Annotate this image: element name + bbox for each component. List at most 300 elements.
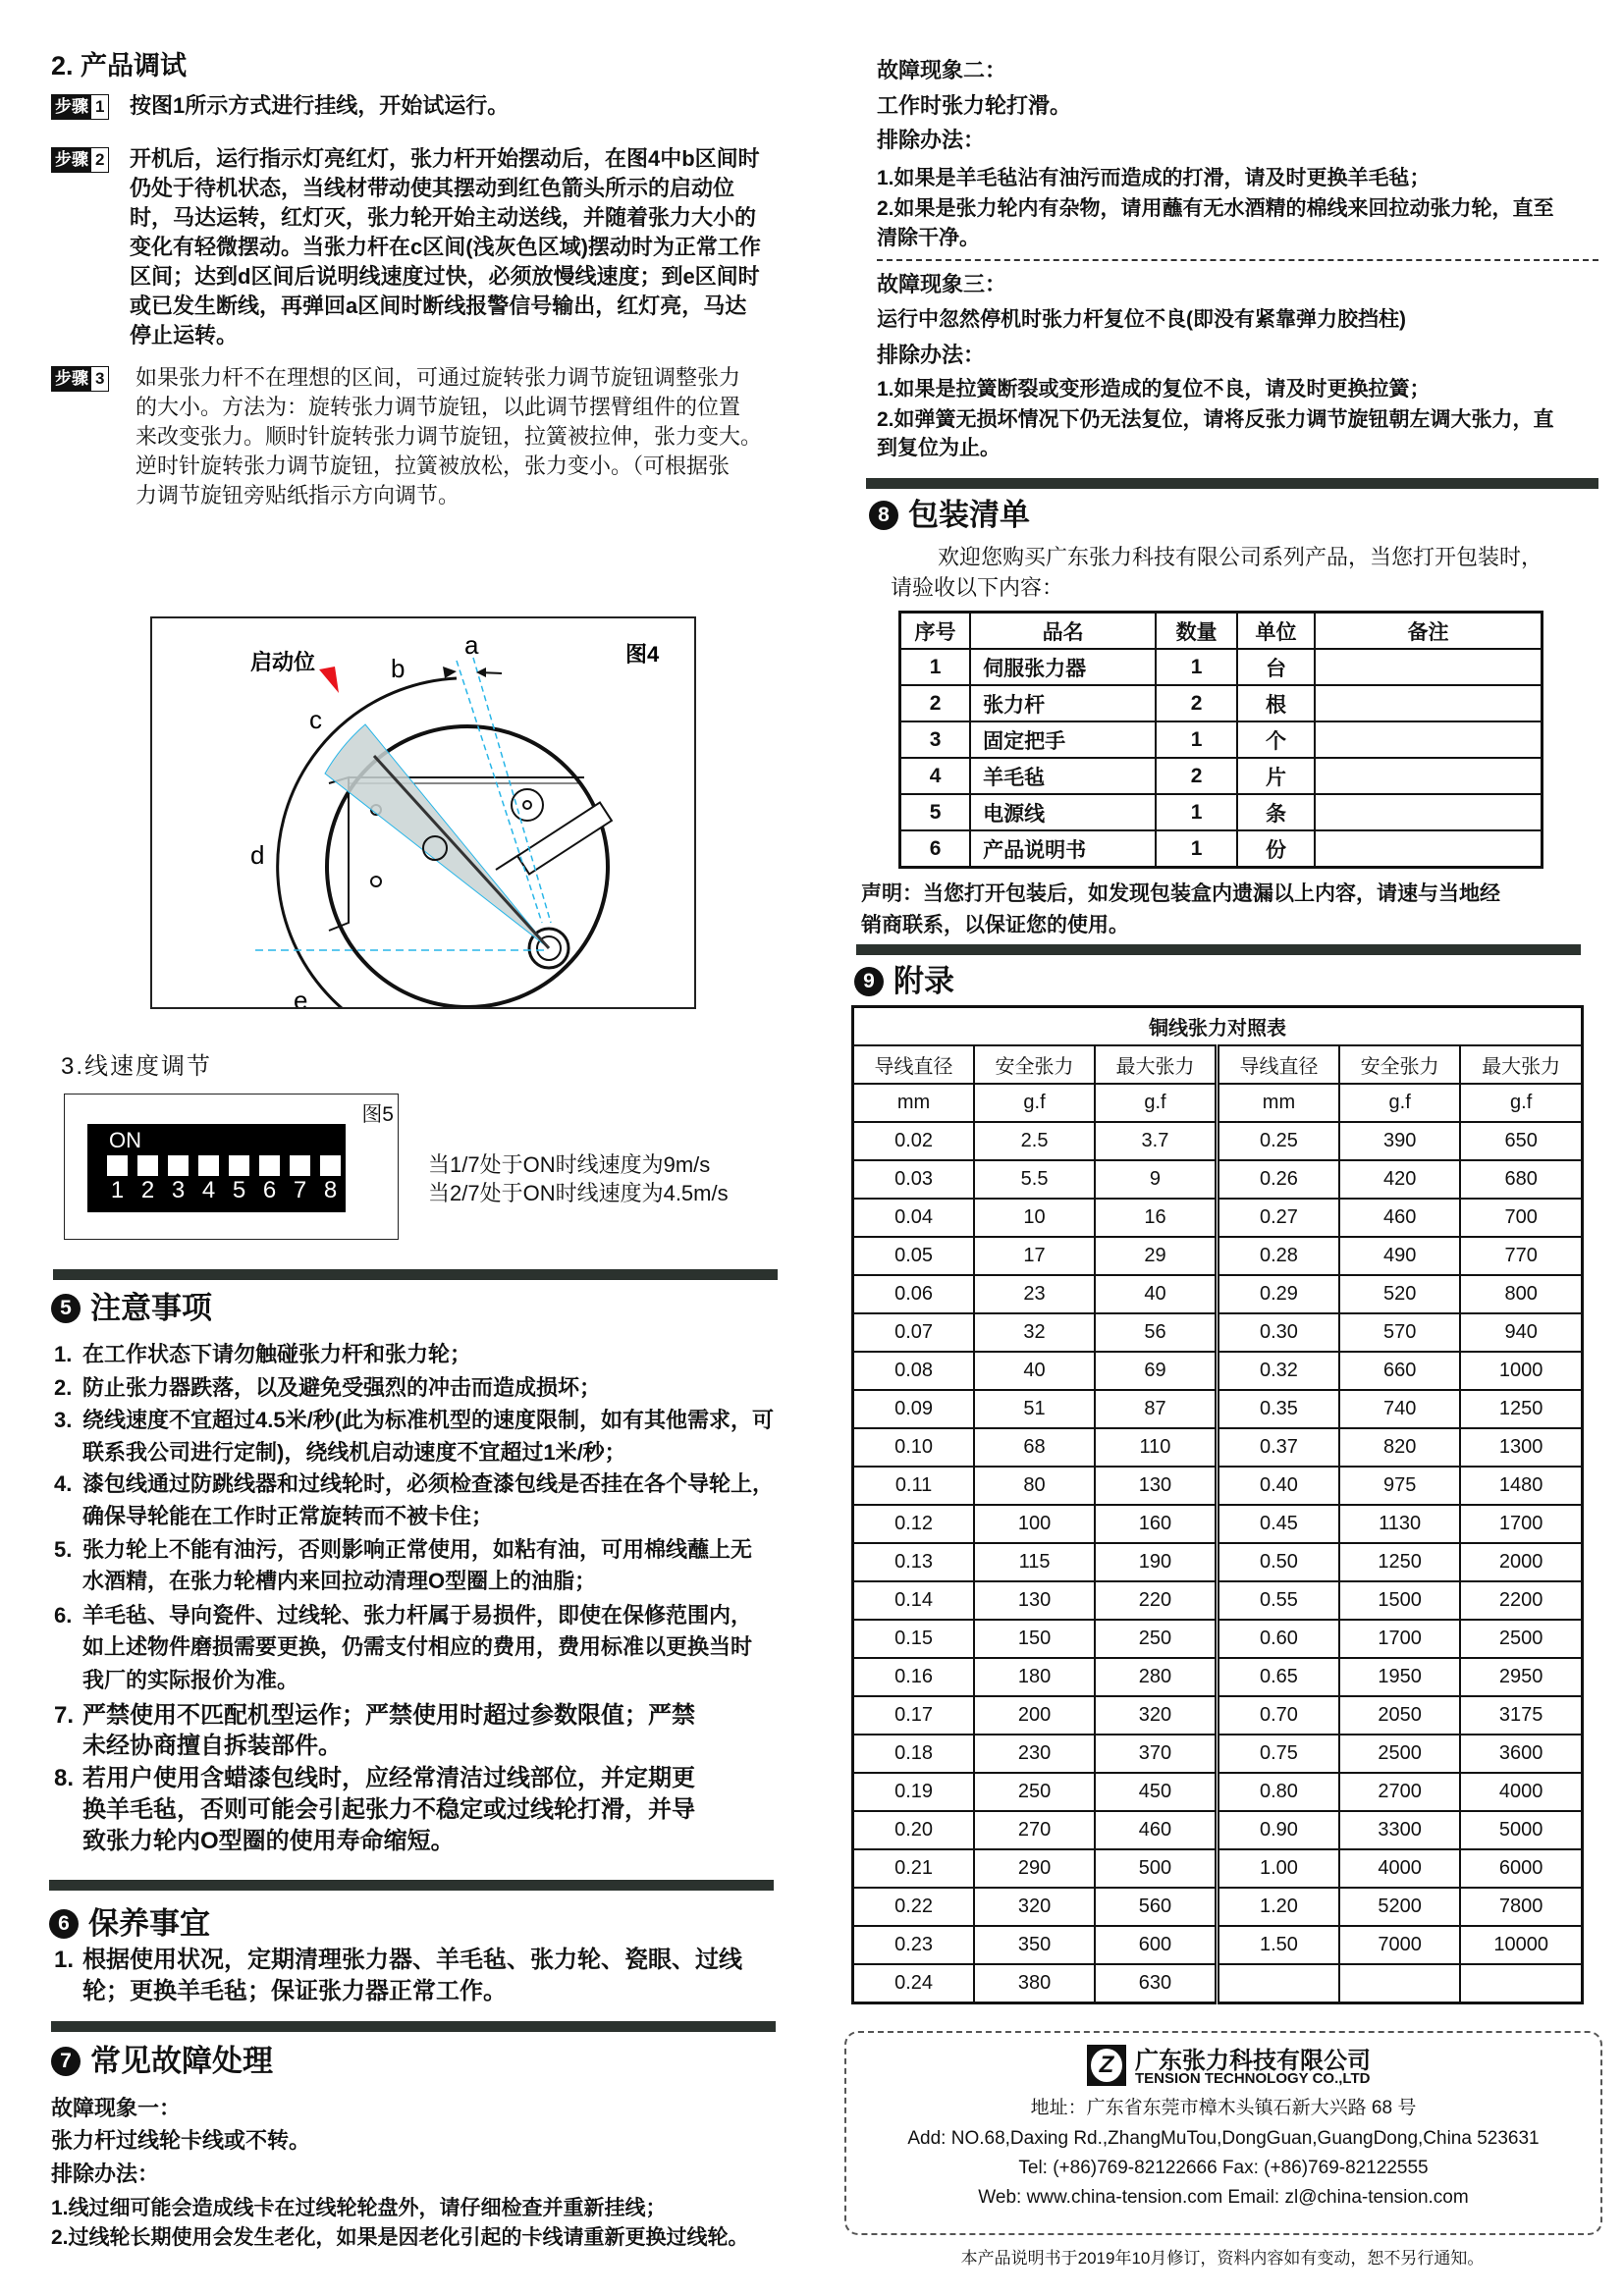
table-cell: 2950 <box>1460 1658 1582 1696</box>
table-cell: 32 <box>974 1313 1095 1352</box>
list-item-number: 1. <box>54 1947 75 1973</box>
zone-a-label: a <box>464 630 479 660</box>
company-logo: Z <box>1087 2045 1126 2086</box>
table-cell: 2500 <box>1460 1620 1582 1658</box>
table-cell: 2200 <box>1460 1581 1582 1620</box>
table-cell: 350 <box>974 1926 1095 1964</box>
table-cell: 1 <box>1156 830 1237 868</box>
step-badge-3 <box>51 366 109 392</box>
table-cell: 0.24 <box>853 1964 975 2003</box>
company-contact-box <box>844 2031 1602 2235</box>
section-6-heading: 6 保养事宜 <box>49 1904 210 1944</box>
table-cell: 4000 <box>1460 1773 1582 1811</box>
table-cell: 0.07 <box>853 1313 975 1352</box>
table-cell: 9 <box>1095 1160 1217 1199</box>
table-cell: 2 <box>1156 685 1237 721</box>
figure-4 <box>150 616 696 1009</box>
column-header: 序号 <box>900 613 971 650</box>
dip-switch-number: 1 <box>110 1177 125 1203</box>
table-cell: 0.35 <box>1217 1390 1339 1428</box>
table-cell: 6 <box>900 830 971 868</box>
table-cell: 1500 <box>1339 1581 1460 1620</box>
table-cell: 680 <box>1460 1160 1582 1199</box>
table-cell: 0.23 <box>853 1926 975 1964</box>
step-word: 步骤 <box>52 95 91 119</box>
table-cell: 0.29 <box>1217 1275 1339 1313</box>
table-row <box>853 1926 1583 1964</box>
table-cell: 2000 <box>1460 1543 1582 1581</box>
table-cell: 0.20 <box>853 1811 975 1849</box>
fault-3-fix-1: 1.如果是拉簧断裂或变形造成的复位不良，请及时更换拉簧； <box>877 378 1431 400</box>
table-cell: 0.65 <box>1217 1658 1339 1696</box>
table-row <box>900 794 1543 830</box>
table-cell: 3 <box>900 721 971 758</box>
list-item-text: 根据使用状况，定期清理张力器、羊毛毡、张力轮、瓷眼、过线 <box>82 1947 742 1973</box>
table-cell: 0.22 <box>853 1888 975 1926</box>
table-cell: 450 <box>1095 1773 1217 1811</box>
table-cell: mm <box>1217 1084 1339 1122</box>
table-cell: 10 <box>974 1199 1095 1237</box>
fault-1-title: 故障现象一： <box>51 2096 182 2120</box>
list-item-text: 联系我公司进行定制)，绕线机启动速度不宜超过1米/秒； <box>82 1440 626 1465</box>
company-name-en: TENSION TECHNOLOGY CO.,LTD <box>1135 2070 1371 2087</box>
table-cell: 87 <box>1095 1390 1217 1428</box>
table-cell: 0.26 <box>1217 1160 1339 1199</box>
table-cell: 630 <box>1095 1964 1217 2003</box>
list-item-number: 1. <box>54 1342 73 1366</box>
fault-3-fix-3: 到复位为止。 <box>877 437 1001 459</box>
step-1-line: 按图1所示方式进行挂线，开始试运行。 <box>130 93 510 118</box>
table-cell: 电源线 <box>970 794 1156 830</box>
dip-switch-knob <box>290 1155 310 1176</box>
table-cell <box>1460 1964 1582 2003</box>
table-cell: 1.50 <box>1217 1926 1339 1964</box>
table-cell: 1 <box>1156 649 1237 685</box>
table-cell: 0.05 <box>853 1237 975 1275</box>
step-number: 2 <box>91 148 108 172</box>
table-cell: 230 <box>974 1735 1095 1773</box>
table-cell: 200 <box>974 1696 1095 1735</box>
table-cell: 600 <box>1095 1926 1217 1964</box>
fault-2-desc: 工作时张力轮打滑。 <box>877 93 1072 118</box>
fix-title-3: 排除办法： <box>877 343 986 367</box>
table-cell: 根 <box>1237 685 1315 721</box>
table-cell: 羊毛毡 <box>970 758 1156 794</box>
table-cell <box>1315 721 1543 758</box>
list-item-text: 我厂的实际报价为准。 <box>82 1668 299 1692</box>
table-cell: 110 <box>1095 1428 1217 1467</box>
table-cell: 320 <box>1095 1696 1217 1735</box>
table-cell: 1 <box>1156 721 1237 758</box>
dip-switch-knob <box>107 1155 128 1176</box>
dip-switch-number: 6 <box>262 1177 277 1203</box>
table-cell: 280 <box>1095 1658 1217 1696</box>
table-row <box>853 1696 1583 1735</box>
fix-title: 排除办法： <box>877 128 986 152</box>
table-cell: 1250 <box>1339 1543 1460 1581</box>
tension-arm-diagram <box>152 618 694 1007</box>
table-cell: 0.14 <box>853 1581 975 1620</box>
list-item-text: 轮；更换羊毛毡；保证张力器正常工作。 <box>82 1978 507 2004</box>
table-cell: 0.70 <box>1217 1696 1339 1735</box>
dip-switch-knob <box>229 1155 249 1176</box>
dip-switch-8 <box>320 1155 341 1205</box>
table-header-row <box>900 613 1543 650</box>
address-cn: 地址：广东省东莞市樟木头镇石新大兴路 68 号 <box>1030 2098 1417 2118</box>
step-3-line: 力调节旋钮旁贴纸指示方向调节。 <box>135 483 460 507</box>
table-row <box>853 1160 1583 1199</box>
table-cell: 570 <box>1339 1313 1460 1352</box>
table-cell: 0.45 <box>1217 1505 1339 1543</box>
table-cell: 固定把手 <box>970 721 1156 758</box>
table-cell: 2050 <box>1339 1696 1460 1735</box>
table-cell: 290 <box>974 1849 1095 1888</box>
dip-switch-5 <box>229 1155 249 1205</box>
list-item-number: 3. <box>54 1408 73 1432</box>
table-cell: 3175 <box>1460 1696 1582 1735</box>
fault-1-desc: 张力杆过线轮卡线或不转。 <box>51 2128 311 2153</box>
table-row <box>853 1849 1583 1888</box>
table-cell: 0.25 <box>1217 1122 1339 1160</box>
section-5-heading: 5 注意事项 <box>51 1289 212 1328</box>
list-item-text: 羊毛毡、导向瓷件、过线轮、张力杆属于易损件，即使在保修范围内， <box>82 1603 753 1628</box>
table-cell: 张力杆 <box>970 685 1156 721</box>
table-cell: 700 <box>1460 1199 1582 1237</box>
fault-2-fix-2: 2.如果是张力轮内有杂物，请用蘸有无水酒精的棉线来回拉动张力轮，直至 <box>877 197 1554 220</box>
dip-switch-knob <box>137 1155 158 1176</box>
table-cell: 250 <box>974 1773 1095 1811</box>
table-cell: 条 <box>1237 794 1315 830</box>
address-en: Add: NO.68,Daxing Rd.,ZhangMuTou,DongGuan,GuangDong,China 523631 <box>907 2128 1540 2149</box>
table-cell: 40 <box>974 1352 1095 1390</box>
dip-switch-1 <box>107 1155 128 1205</box>
table-cell: 3600 <box>1460 1735 1582 1773</box>
fault-2-title: 故障现象二： <box>877 58 1007 82</box>
table-cell: 0.21 <box>853 1849 975 1888</box>
dip-switch-knob <box>259 1155 280 1176</box>
table-cell: 975 <box>1339 1467 1460 1505</box>
dip-switch-number: 3 <box>171 1177 186 1203</box>
table-cell: 51 <box>974 1390 1095 1428</box>
table-cell: 1 <box>1156 794 1237 830</box>
table-cell: 190 <box>1095 1543 1217 1581</box>
table-cell: 2500 <box>1339 1735 1460 1773</box>
table-cell <box>1315 830 1543 868</box>
table-cell: 0.06 <box>853 1275 975 1313</box>
divider <box>856 944 1581 955</box>
fault-3-fix-2: 2.如弹簧无损坏情况下仍无法复位，请将反张力调节旋钮朝左调大张力，直 <box>877 408 1554 431</box>
table-cell: 800 <box>1460 1275 1582 1313</box>
column-header: 安全张力 <box>974 1045 1095 1084</box>
dashed-divider <box>877 259 1598 261</box>
table-cell: 0.80 <box>1217 1773 1339 1811</box>
table-row <box>853 1773 1583 1811</box>
table-cell: 0.28 <box>1217 1237 1339 1275</box>
table-cell: 0.16 <box>853 1658 975 1696</box>
table-cell <box>1315 685 1543 721</box>
table-cell: 68 <box>974 1428 1095 1467</box>
table-cell: 1700 <box>1339 1620 1460 1658</box>
table-cell: 80 <box>974 1467 1095 1505</box>
table-cell: 3.7 <box>1095 1122 1217 1160</box>
list-item-text: 如上述物件磨损需要更换，仍需支付相应的费用，费用标准以更换当时 <box>82 1634 753 1659</box>
table-row <box>853 1811 1583 1849</box>
table-cell <box>1339 1964 1460 2003</box>
divider <box>51 2021 776 2032</box>
table-cell: 1.20 <box>1217 1888 1339 1926</box>
dip-on-label: ON <box>109 1128 141 1152</box>
table-cell: 460 <box>1339 1199 1460 1237</box>
list-item-number: 6. <box>54 1603 73 1628</box>
company-name-cn: 广东张力科技有限公司 <box>1135 2048 1371 2074</box>
section-7-heading: 7 常见故障处理 <box>51 2042 273 2081</box>
list-item-number: 4. <box>54 1471 73 1496</box>
table-row <box>853 1352 1583 1390</box>
zone-e-label: e <box>294 986 308 1007</box>
table-cell: 伺服张力器 <box>970 649 1156 685</box>
step-2-line: 变化有轻微摆动。当张力杆在c区间(浅灰色区域)摆动时为正常工作 <box>130 235 761 259</box>
step-word: 步骤 <box>52 367 91 391</box>
table-cell: 100 <box>974 1505 1095 1543</box>
spring <box>517 803 612 875</box>
revision-note: 本产品说明书于2019年10月修订，资料内容如有变动，恕不另行通知。 <box>960 2249 1485 2268</box>
column-header: 备注 <box>1315 613 1543 650</box>
list-item-text: 防止张力器跌落，以及避免受强烈的冲击而造成损坏； <box>82 1375 602 1400</box>
fault-2-fix-3: 清除干净。 <box>877 227 980 249</box>
table-row <box>853 1543 1583 1581</box>
list-item-text: 若用户使用含蜡漆包线时，应经常清洁过线部位，并定期更 <box>82 1765 695 1791</box>
table-cell: 1950 <box>1339 1658 1460 1696</box>
table-cell: 1300 <box>1460 1428 1582 1467</box>
divider <box>53 1269 778 1280</box>
table-cell: 0.12 <box>853 1505 975 1543</box>
table-cell: 0.40 <box>1217 1467 1339 1505</box>
table-cell: 270 <box>974 1811 1095 1849</box>
packing-notice-2: 销商联系，以保证您的使用。 <box>861 914 1129 936</box>
packing-notice-1: 声明：当您打开包装后，如发现包装盒内遗漏以上内容，请速与当地经 <box>861 882 1500 905</box>
figure-5-label: 图5 <box>361 1103 394 1126</box>
table-row <box>900 685 1543 721</box>
table-cell: 0.37 <box>1217 1428 1339 1467</box>
step-2-line: 开机后，运行指示灯亮红灯，张力杆开始摆动后，在图4中b区间时 <box>130 146 760 171</box>
dip-switch-4 <box>198 1155 219 1205</box>
zone-b-label: b <box>391 654 406 683</box>
fault-3-desc: 运行中忽然停机时张力杆复位不良(即没有紧靠弹力胶挡柱) <box>877 308 1406 331</box>
fault-1-fix-2: 2.过线轮长期使用会发生老化，如果是因老化引起的卡线请重新更换过线轮。 <box>51 2226 749 2249</box>
dip-switch-2 <box>137 1155 158 1205</box>
list-item-number: 2. <box>54 1375 73 1400</box>
column-header: 数量 <box>1156 613 1237 650</box>
dip-switch-number: 8 <box>323 1177 338 1203</box>
table-cell: 0.08 <box>853 1352 975 1390</box>
speed-adjust-title: 3.线速度调节 <box>61 1053 213 1080</box>
dip-switch-3 <box>168 1155 189 1205</box>
start-position-label: 启动位 <box>250 650 316 674</box>
step-3-line: 的大小。方法为：旋转张力调节旋钮，以此调节摆臂组件的位置 <box>135 395 741 419</box>
table-cell: 29 <box>1095 1237 1217 1275</box>
tel-fax: Tel: (+86)769-82122666 Fax: (+86)769-82122555 <box>1018 2158 1429 2178</box>
table-cell: 产品说明书 <box>970 830 1156 868</box>
table-cell: 0.15 <box>853 1620 975 1658</box>
table-cell: 390 <box>1339 1122 1460 1160</box>
dip-switch-6 <box>259 1155 280 1205</box>
table-row <box>900 758 1543 794</box>
web-email: Web: www.china-tension.com Email: zl@china-tension.com <box>978 2187 1469 2208</box>
table-cell: 2700 <box>1339 1773 1460 1811</box>
section-title-product-debug: 2. 产品调试 <box>51 51 188 80</box>
table-row <box>853 1390 1583 1428</box>
packing-intro-2: 请验收以下内容： <box>891 575 1064 600</box>
step-badge-1 <box>51 94 109 120</box>
table-cell: 0.04 <box>853 1199 975 1237</box>
table-cell: 560 <box>1095 1888 1217 1926</box>
table-cell: g.f <box>974 1084 1095 1122</box>
table-cell: 650 <box>1460 1122 1582 1160</box>
table-cell: 320 <box>974 1888 1095 1926</box>
dip-switch-knob <box>168 1155 189 1176</box>
table-cell: 5 <box>900 794 971 830</box>
table-cell: 0.32 <box>1217 1352 1339 1390</box>
fault-3-title: 故障现象三： <box>877 272 1007 296</box>
zone-c-label: c <box>309 705 322 734</box>
column-header: 品名 <box>970 613 1156 650</box>
table-row <box>853 1964 1583 2003</box>
table-cell: 16 <box>1095 1199 1217 1237</box>
table-cell: 160 <box>1095 1505 1217 1543</box>
table-cell: 0.11 <box>853 1467 975 1505</box>
table-cell: 17 <box>974 1237 1095 1275</box>
dip-switch-knob <box>320 1155 341 1176</box>
table-cell: 0.03 <box>853 1160 975 1199</box>
table-cell: 660 <box>1339 1352 1460 1390</box>
step-2-line: 仍处于待机状态，当线材带动使其摆动到红色箭头所示的启动位 <box>130 176 735 200</box>
step-3-line: 如果张力杆不在理想的区间，可通过旋转张力调节旋钮调整张力 <box>135 365 741 390</box>
table-cell: 7000 <box>1339 1926 1460 1964</box>
speed-note-1: 当1/7处于ON时线速度为9m/s <box>428 1152 711 1177</box>
table-cell: 370 <box>1095 1735 1217 1773</box>
table-cell: 5200 <box>1339 1888 1460 1926</box>
table-cell <box>1315 794 1543 830</box>
column-header: 最大张力 <box>1460 1045 1582 1084</box>
table-row <box>900 721 1543 758</box>
step-word: 步骤 <box>52 148 91 172</box>
table-row <box>853 1735 1583 1773</box>
table-cell <box>1315 649 1543 685</box>
table-cell: 份 <box>1237 830 1315 868</box>
divider <box>49 1880 774 1891</box>
table-cell: 0.27 <box>1217 1199 1339 1237</box>
table-cell: 250 <box>1095 1620 1217 1658</box>
section-9-heading: 9 附录 <box>854 962 954 1001</box>
table-cell: 150 <box>974 1620 1095 1658</box>
table-cell: 1130 <box>1339 1505 1460 1543</box>
table-cell: 4000 <box>1339 1849 1460 1888</box>
table-cell: 115 <box>974 1543 1095 1581</box>
list-item-number: 5. <box>54 1537 73 1562</box>
table-row <box>853 1658 1583 1696</box>
list-item-text: 换羊毛毡，否则可能会引起张力不稳定或过线轮打滑，并导 <box>82 1796 695 1823</box>
table-cell: 420 <box>1339 1160 1460 1199</box>
table-cell <box>1217 1964 1339 2003</box>
table-cell: 10000 <box>1460 1926 1582 1964</box>
table-header-row <box>853 1045 1583 1084</box>
step-badge-2 <box>51 147 109 173</box>
table-row <box>900 830 1543 868</box>
copper-wire-tension-table <box>851 1005 1584 2004</box>
dip-switch-number: 7 <box>293 1177 307 1203</box>
table-cell <box>1315 758 1543 794</box>
column-header: 单位 <box>1237 613 1315 650</box>
start-position-arrow <box>319 667 339 693</box>
list-item-text: 在工作状态下请勿触碰张力杆和张力轮； <box>82 1342 472 1366</box>
column-header: 导线直径 <box>853 1045 975 1084</box>
table-cell: g.f <box>1339 1084 1460 1122</box>
table-title-row <box>853 1007 1583 1046</box>
step-number: 3 <box>91 367 108 391</box>
dip-switch-number: 5 <box>232 1177 246 1203</box>
table-row <box>853 1313 1583 1352</box>
table-cell: 0.90 <box>1217 1811 1339 1849</box>
packing-intro-1: 欢迎您购买广东张力科技有限公司系列产品，当您打开包装时， <box>938 545 1543 569</box>
table-cell: 820 <box>1339 1428 1460 1467</box>
table-cell: 940 <box>1460 1313 1582 1352</box>
table-cell: 770 <box>1460 1237 1582 1275</box>
table-row <box>853 1275 1583 1313</box>
table-cell: 7800 <box>1460 1888 1582 1926</box>
table-cell: 23 <box>974 1275 1095 1313</box>
table-cell: 0.13 <box>853 1543 975 1581</box>
table-cell: 4 <box>900 758 971 794</box>
table-cell: 0.19 <box>853 1773 975 1811</box>
table-row <box>853 1467 1583 1505</box>
step-2-line: 时，马达运转，红灯灭，张力轮开始主动送线，并随着张力大小的 <box>130 205 757 230</box>
table-cell: 180 <box>974 1658 1095 1696</box>
figure-4-label: 图4 <box>625 642 660 667</box>
table-cell: g.f <box>1095 1084 1217 1122</box>
table-row <box>853 1237 1583 1275</box>
list-item-text: 漆包线通过防跳线器和过线轮时，必须检查漆包线是否挂在各个导轮上， <box>82 1471 775 1496</box>
speed-note-2: 当2/7处于ON时线速度为4.5m/s <box>428 1181 729 1205</box>
table-cell: 5000 <box>1460 1811 1582 1849</box>
table-cell: 0.10 <box>853 1428 975 1467</box>
table-cell: 2 <box>900 685 971 721</box>
zone-d-label: d <box>250 840 265 870</box>
dip-switch-number: 4 <box>201 1177 216 1203</box>
table-cell: 台 <box>1237 649 1315 685</box>
table-cell: 0.50 <box>1217 1543 1339 1581</box>
fault-2-fix-1: 1.如果是羊毛毡沾有油污而造成的打滑，请及时更换羊毛毡； <box>877 167 1431 189</box>
table-units-row <box>853 1084 1583 1122</box>
table-cell: 740 <box>1339 1390 1460 1428</box>
dip-switch-knob <box>198 1155 219 1176</box>
table-cell: 0.09 <box>853 1390 975 1428</box>
table-cell: 6000 <box>1460 1849 1582 1888</box>
fault-1-fix-1: 1.线过细可能会造成线卡在过线轮轮盘外，请仔细检查并重新挂线； <box>51 2197 667 2219</box>
table-cell: 1000 <box>1460 1352 1582 1390</box>
column-header: 安全张力 <box>1339 1045 1460 1084</box>
table-row <box>853 1888 1583 1926</box>
table-cell: 2 <box>1156 758 1237 794</box>
list-item-number: 8. <box>54 1765 75 1791</box>
table-cell: 56 <box>1095 1313 1217 1352</box>
table-cell: 0.60 <box>1217 1620 1339 1658</box>
packing-list-table <box>898 611 1543 869</box>
table-cell: 0.02 <box>853 1122 975 1160</box>
table-cell: 1 <box>900 649 971 685</box>
table-cell: 0.18 <box>853 1735 975 1773</box>
list-item-text: 水酒精，在张力轮槽内来回拉动清理O型圈上的油脂； <box>82 1569 597 1593</box>
table-cell: 520 <box>1339 1275 1460 1313</box>
